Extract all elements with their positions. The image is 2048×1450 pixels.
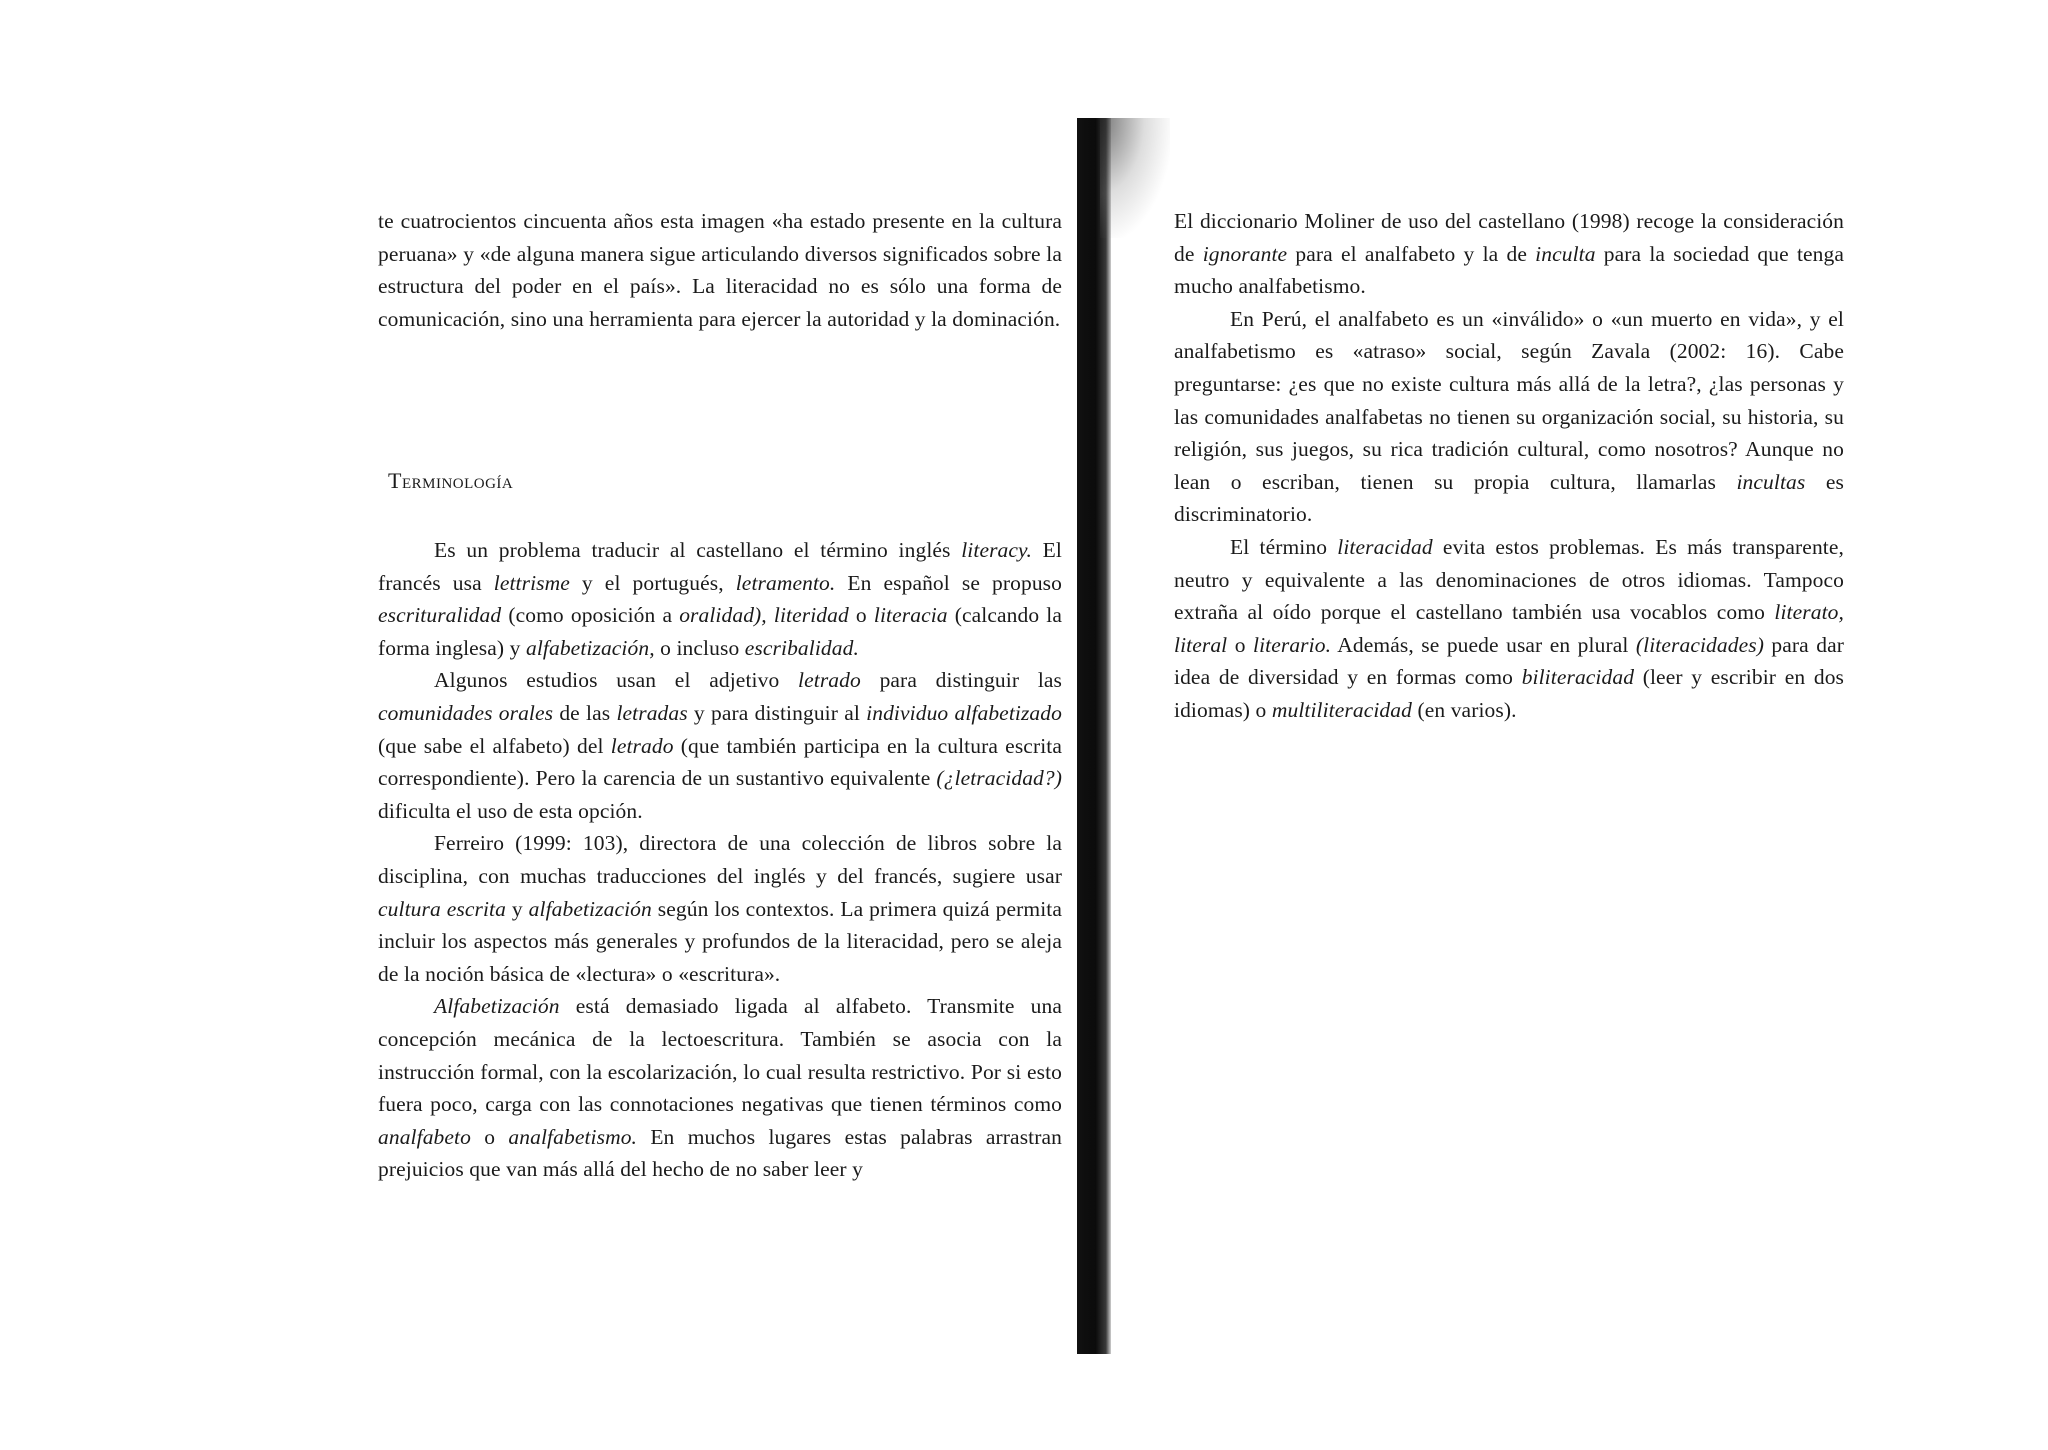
left-paragraph-1: Es un problema traducir al castellano el término inglés literacy. El francés usa lettrisme y el portugués, letramento. En español se propuso escrituralidad (como oposición a oralidad), literidad o literacia (calcando la forma inglesa) y alfabetización, o incluso escribalidad. xyxy=(378,538,1062,660)
left-top-paragraph: te cuatrocientos cincuenta años esta imagen «ha estado presente en la cultura peruana» y «de alguna manera sigue articulando diversos significados sobre la estructura del poder en el país». La literacidad no es sólo una forma de comunicación, sino una herramienta para ejercer la autoridad y la dominación. xyxy=(378,209,1062,331)
right-paragraph-2: En Perú, el analfabeto es un «inválido» o «un muerto en vida», y el analfabetismo es «atraso» social, según Zavala (2002: 16). Cabe preguntarse: ¿es que no existe cultura más allá de la letra?, ¿las personas y las comunidades analfabetas no tienen su organización social, su historia, su religión, sus juegos, su rica tradición cultural, como nosotros? Aunque no lean o escriban, tienen su propia cultura, llamarlas incultas es discriminatorio. xyxy=(1174,306,1844,527)
gutter-noise xyxy=(1100,118,1170,238)
left-paragraph-2: Algunos estudios usan el adjetivo letrado para distinguir las comunidades orales de las letradas y para distinguir al individuo alfabetizado (que sabe el alfabeto) del letrado (que también participa en la cultura escrita correspondiente). Pero la carencia de un sustantivo equivalente (¿letracidad?) dificulta el uso de esta opción. xyxy=(378,668,1062,823)
right-paragraph-1: El diccionario Moliner de uso del castellano (1998) recoge la consideración de ignorante para el analfabeto y la de inculta para la sociedad que tenga mucho analfabetismo. xyxy=(1174,209,1845,299)
section-heading: Terminología xyxy=(388,468,514,493)
right-page-body xyxy=(1174,205,1844,727)
left-page-top-block xyxy=(378,205,1062,335)
left-paragraph-4: Alfabetización está demasiado ligada al alfabeto. Transmite una concepción mecánica de la lectoescritura. También se asocia con la instrucción formal, con la escolarización, lo cual resulta restrictivo. Por si esto fuera poco, carga con las connotaciones negativas que tienen términos como analfabeto o analfabetismo. En muchos lugares estas palabras arrastran prejuicios que van más allá del hecho de no saber leer y xyxy=(378,994,1062,1182)
right-paragraph-3: El término literacidad evita estos problemas. Es más transparente, neutro y equivalente a las denominaciones de otros idiomas. Tampoco extraña al oído porque el castellano también usa vocablos como literato, literal o literario. Además, se puede usar en plural (literacidades) para dar idea de diversidad y en formas como biliteracidad (leer y escribir en dos idiomas) o multiliteracidad (en varios). xyxy=(1174,534,1845,722)
left-paragraph-3: Ferreiro (1999: 103), directora de una colección de libros sobre la disciplina, con muchas traducciones del inglés y del francés, sugiere usar cultura escrita y alfabetización según los contextos. La primera quizá permita incluir los aspectos más generales y profundos de la literacidad, pero se aleja de la noción básica de «lectura» o «escritura». xyxy=(378,831,1062,986)
left-page-body xyxy=(378,534,1062,1186)
book-gutter-shadow xyxy=(1077,118,1111,1354)
